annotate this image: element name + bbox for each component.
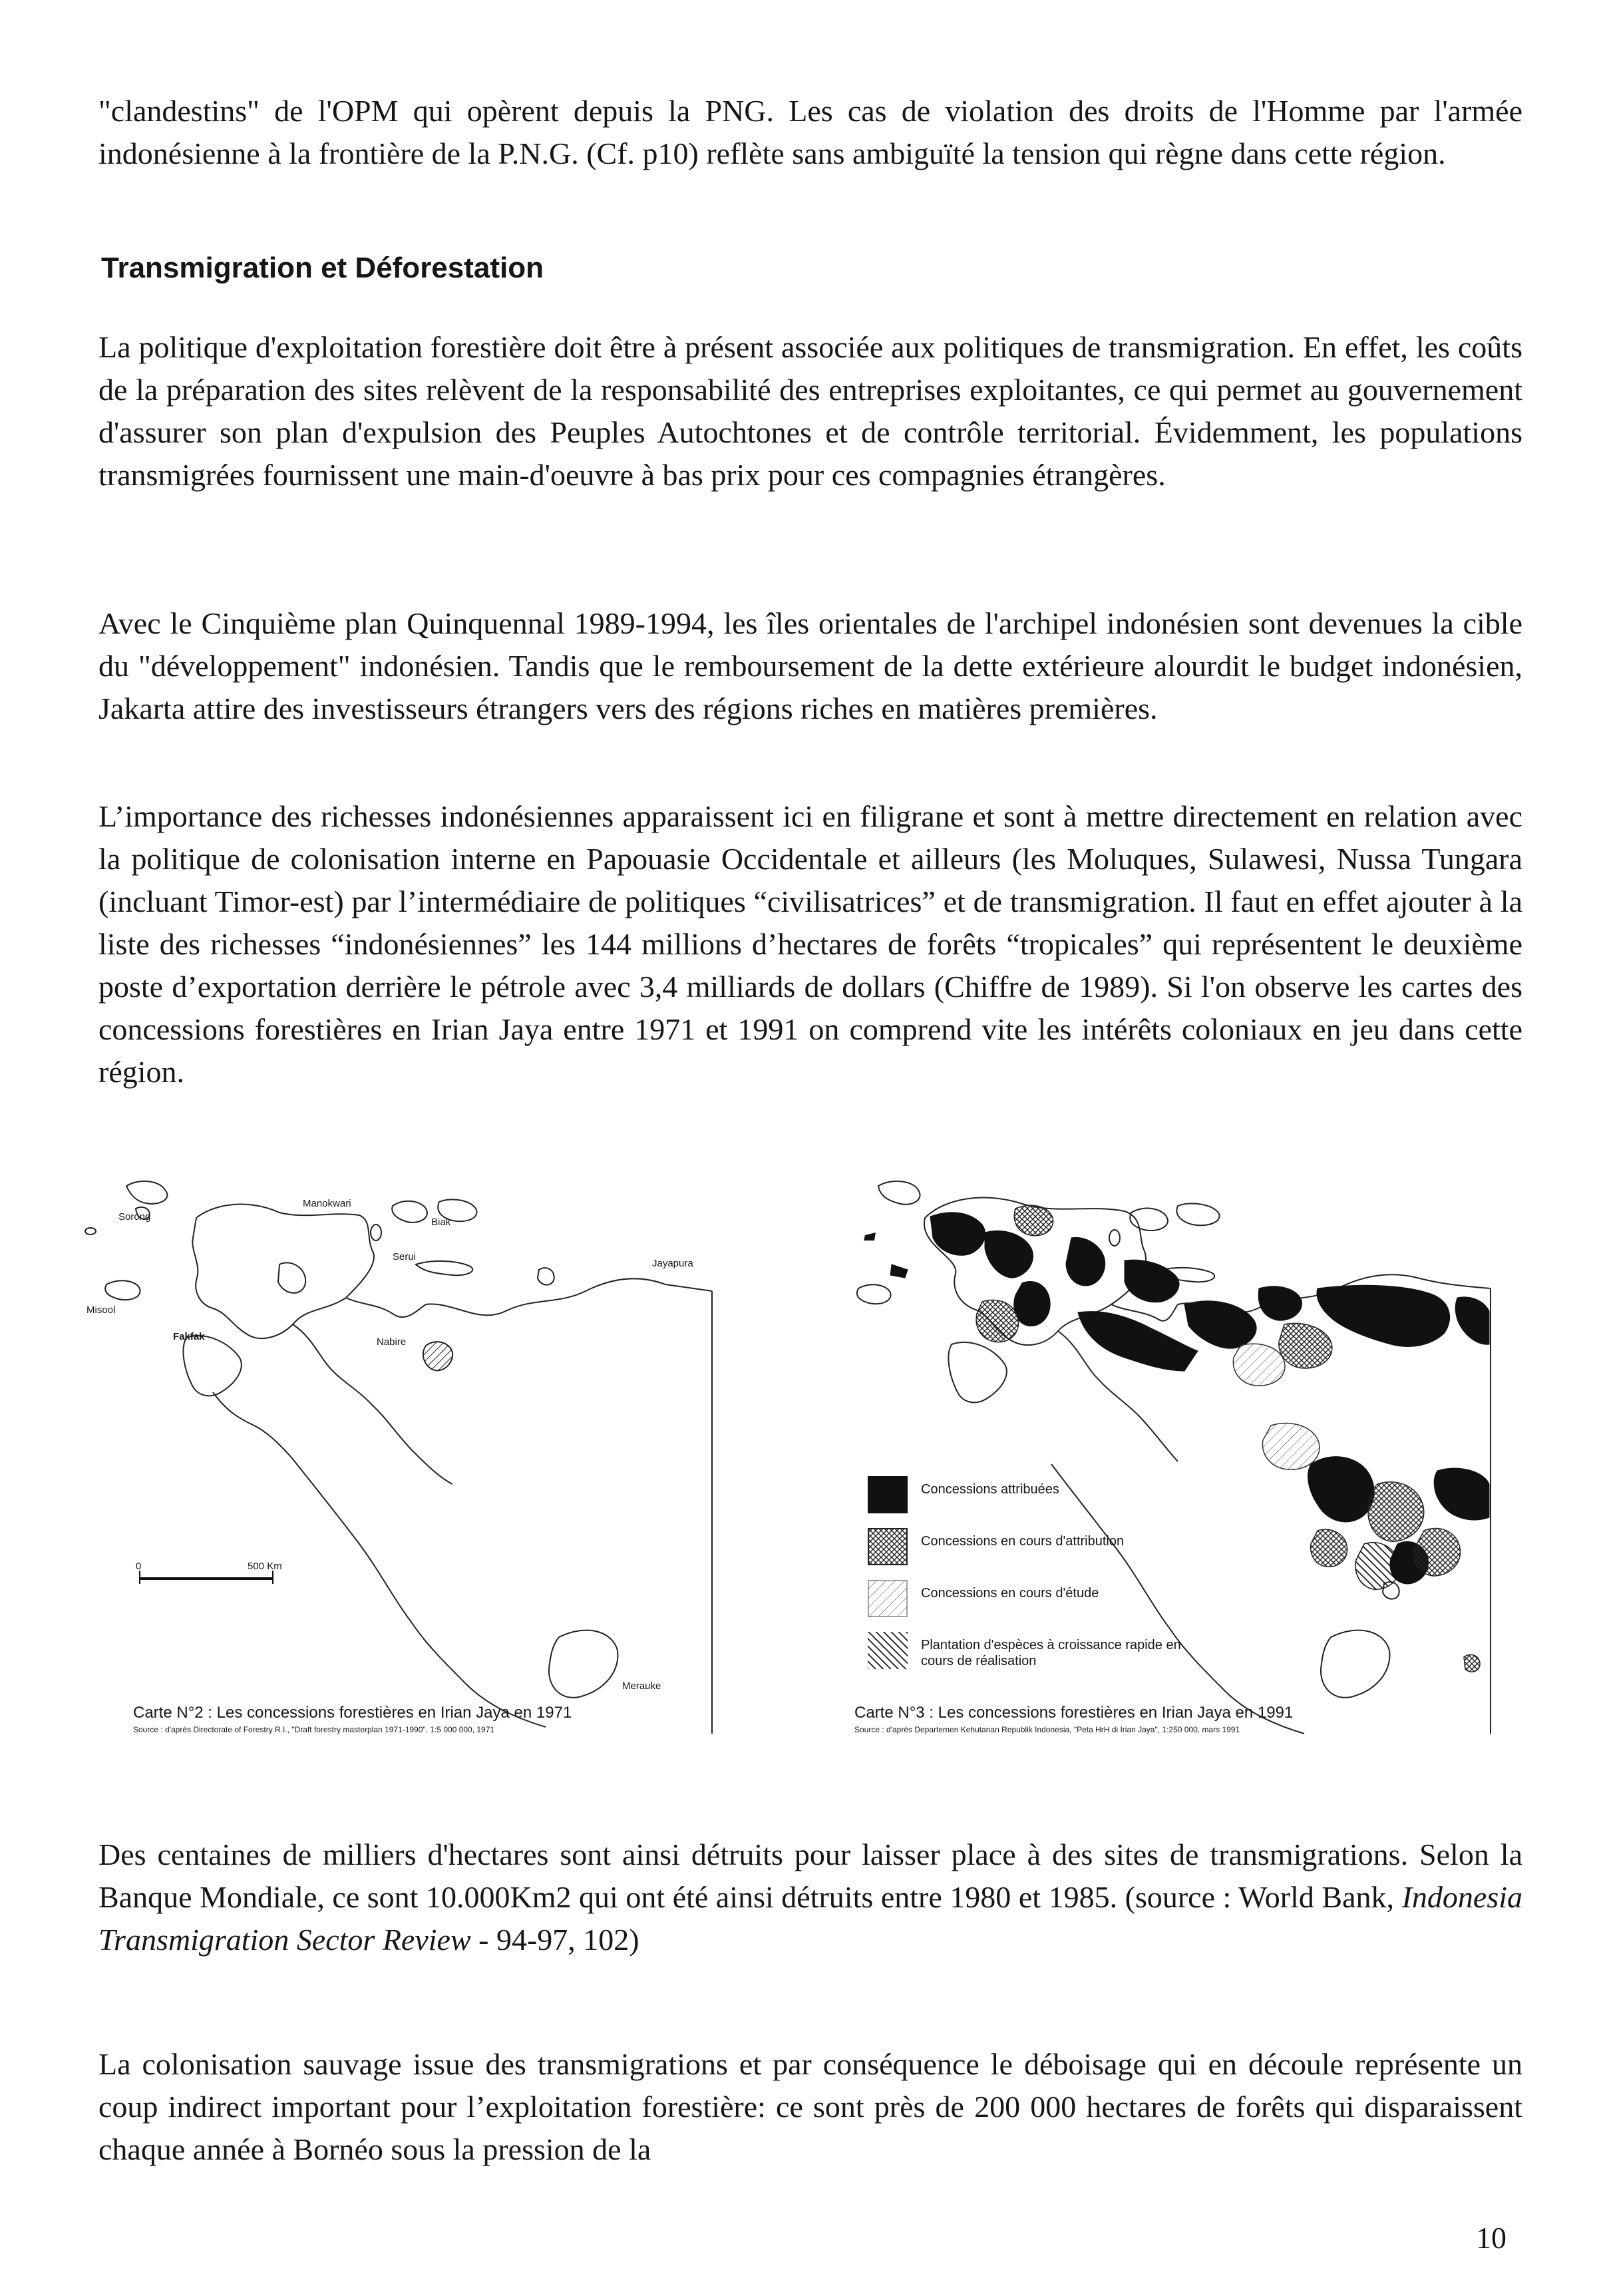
legend-label: Plantation d'espèces à croissance rapide en cours de réalisation [921, 1638, 1181, 1668]
label-biak: Biak [431, 1217, 451, 1228]
paragraph-five-year-plan: Avec le Cinquième plan Quinquennal 1989-1994, les îles orientales de l'archipel indonésien sont devenues la cible du "développement" indonésien. Tandis que le remboursement de la dette extérieure alourdit le budget indonésien, Jakarta attire des investisseurs étrangers vers des régions riches en matières premières. [98, 606, 1522, 725]
legend-swatch-heavy-stripes [868, 1632, 908, 1669]
map-1971 [80, 1171, 719, 1744]
map-1991-legend [868, 1476, 1333, 1702]
label-serui: Serui [393, 1251, 417, 1262]
paragraph-borneo: La colonisation sauvage issue des transmigrations et par conséquence le déboisage qui en découle représente un coup indirect important pour l’exploitation forestière: ce sont près de 200 000 hectares de forêts qui disparaissent chaque année à Bornéo sous la pression de la [98, 2047, 1522, 2166]
legend-swatch-light-hatch [868, 1580, 908, 1617]
map-1971-caption: Carte N°2 : Les concessions forestières en Irian Jaya en 1971 [133, 1704, 572, 1722]
paragraph-world-bank [98, 1833, 1522, 1961]
label-jayapura: Jayapura [652, 1258, 693, 1269]
map-1971-source: Source : d'après Directorate of Forestry R.I., "Draft forestry masterplan 1971-1990", 1:5 000 000, 1971 [133, 1725, 495, 1734]
map-1991-source: Source : d'après Departemen Kehutanan Republik Indonesia, "Peta HrH di Irian Jaya", 1:250 000, mars 1991 [854, 1725, 1240, 1734]
map-1991-caption: Carte N°3 : Les concessions forestières en Irian Jaya en 1991 [854, 1704, 1294, 1722]
scale-distance-label: 500 Km [248, 1561, 282, 1572]
label-manokwari: Manokwari [303, 1198, 351, 1209]
legend-swatch-solid [868, 1476, 908, 1513]
scale-zero-label: 0 [136, 1561, 142, 1572]
legend-label: Concessions en cours d'étude [921, 1586, 1099, 1601]
paragraph-world-bank-text: Des centaines de milliers d'hectares sont ainsi détruits pour laisser place à des sites de transmigrations. Selon la Banque Mondiale, ce sont 10.000Km2 qui ont été ainsi détruits entre 1980 et 1985. (source : World Bank, [98, 1837, 1522, 1914]
label-fakfak: Fakfak [173, 1331, 205, 1342]
label-merauke: Merauke [622, 1680, 661, 1692]
legend-label: Concessions en cours d'attribution [921, 1534, 1125, 1549]
label-nabire: Nabire [377, 1336, 407, 1348]
paragraph-resources: L’importance des richesses indonésiennes apparaissent ici en filigrane et sont à mettre directement en relation avec la politique de colonisation interne en Papouasie Occidentale et ailleurs (les Moluques, Sulawesi, Nussa Tungara (incluant Timor-est) par l’intermédiaire de politiques “civilisatrices” et de transmigration. Il faut en effet ajouter à la liste des richesses “indonésiennes” les 144 millions d’hectares de forêts “tropicales” qui représentent le deuxième poste d’exportation derrière le pétrole avec 3,4 milliards de dollars (Chiffre de 1989). Si l'on observe les cartes des concessions forestières en Irian Jaya entre 1971 et 1991 on comprend vite les intérêts coloniaux en jeu dans cette région. [98, 799, 1522, 1089]
label-sorong: Sorong [118, 1211, 151, 1223]
report-title: Indonesia Transmigration Sector Review [98, 1880, 1522, 1957]
legend-label: Concessions attribuées [921, 1482, 1059, 1497]
legend-swatch-crosshatch [868, 1528, 908, 1565]
page-number: 10 [1476, 2221, 1507, 2255]
label-misool: Misool [87, 1304, 116, 1316]
maps-figure [0, 1171, 1597, 1757]
paragraph-transmigration-policy: La politique d'exploitation forestière doit être à présent associée aux politiques de transmigration. En effet, les coûts de la préparation des sites relèvent de la responsabilité des entreprises exploitantes, ce qui permet au gouvernement d'assurer son plan d'expulsion des Peuples Autochtones et de contrôle territorial. Évidemment, les populations transmigrées fournissent une main-d'oeuvre à bas prix pour ces compagnies étrangères. [98, 330, 1522, 492]
section-heading: Transmigration et Déforestation [101, 252, 544, 284]
paragraph-opm: "clandestins" de l'OPM qui opèrent depuis la PNG. Les cas de violation des droits de l'Homme par l'armée indonésienne à la frontière de la P.N.G. (Cf. p10) reflète sans ambiguïté la tension qui règne dans cette région. [98, 94, 1522, 170]
paragraph-world-bank-pages: - 94-97, 102) [470, 1923, 639, 1957]
map-1991 [852, 1171, 1524, 1744]
